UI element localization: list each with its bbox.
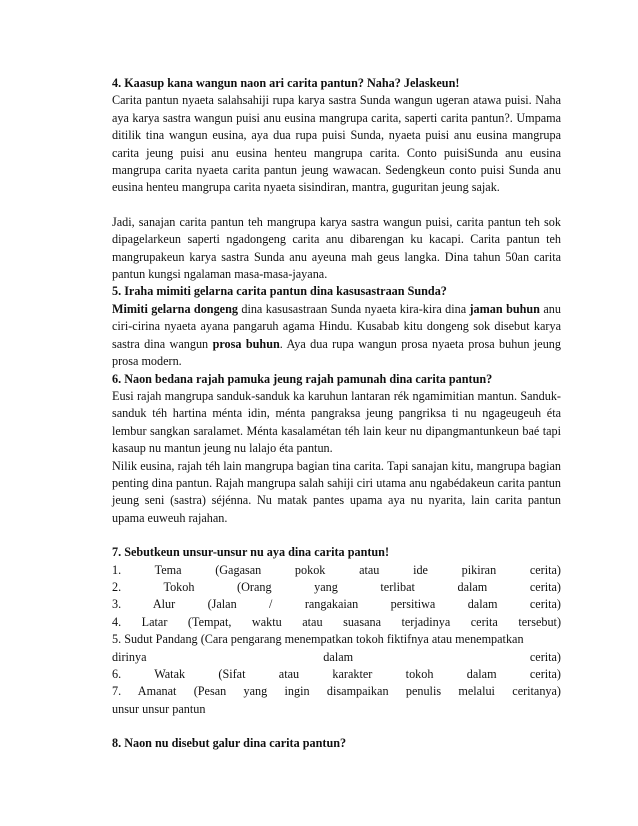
question-4-answer-paragraph-1: Carita pantun nyaeta salahsahiji rupa karya sastra Sunda wangun ugeran atawa puisi. Naha aya karya sastra wangun puisi anu eusina mangrupa carita, saperti carita pantun?. Umpama ditilik tina wangun eusina, aya dua rupa puisi Sunda, nyaeta puisi anu eusina mangrupa carita jeung puisi anu eusina henteu mangrupa carita. Conto puisiSunda anu eusina mangrupa carita nyaeta carita pantun jeung wawacan. Sedengkeun conto puisi Sunda anu eusina henteu mangrupa carita nyaeta sisindiran, mantra, guguritan jeung sajak. xyxy=(112,93,561,195)
answer-text: anu ciri-cirina nyaeta ayana pangaruh agama Hindu. Kusabab kitu dongeng sok disebut karya sastra dina wangun xyxy=(112,301,561,351)
question-5-answer xyxy=(112,301,561,371)
unsur-caption: unsur unsur pantun xyxy=(112,701,206,716)
paragraph-gap xyxy=(112,197,561,214)
unsur-item-5-continued: dirinya dalam cerita) xyxy=(112,649,561,664)
question-6-answer-paragraph-1: Eusi rajah mangrupa sanduk-sanduk ka karuhun lantaran rék ngamimitian mantun. Sanduk-sanduk téh hartina ménta idin, ménta pangraksa jeung pangriksa ti nu ngageugeuh éta lembur sangkan saralamet. Ménta kasalamétan téh lain keur nu dipangmantunkeun baé tapi kasaup nu mantun jeung nu lalajo éta pantun. xyxy=(112,388,561,456)
unsur-item-7: 7. Amanat (Pesan yang ingin disampaikan penulis melalui ceritanya) xyxy=(112,684,561,699)
answer-text: dina kasusastraan Sunda nyaeta kira-kira dina xyxy=(237,301,470,316)
document-page xyxy=(112,75,561,753)
unsur-item-1: 1. Tema (Gagasan pokok atau ide pikiran cerita) xyxy=(112,562,561,577)
unsur-item-5: 5. Sudut Pandang (Cara pengarang menempatkan tokoh fiktifnya atau menempatkan xyxy=(112,632,524,647)
question-4-answer-paragraph-2: Jadi, sanajan carita pantun teh mangrupa karya sastra wangun puisi, carita pantun teh sok dipagelarkeun saperti ngadongeng carita anu dibarengan ku kacapi. Carita pantun teh mangrupakeun karya sastra Sunda anu ayeuna mah geus langka. Dina tahun 50an carita pantun kungsi ngalaman masa-masa-jayana. xyxy=(112,214,561,282)
unsur-item-3: 3. Alur (Jalan / rangakaian persitiwa dalam cerita) xyxy=(112,597,561,612)
unsur-item-6: 6. Watak (Sifat atau karakter tokoh dalam cerita) xyxy=(112,667,561,681)
question-6-answer-paragraph-2: Nilik eusina, rajah téh lain mangrupa bagian tina carita. Tapi sanajan kitu, mangrupa bagian penting dina pantun. Rajah mangrupa salah sahiji ciri utama anu ngabédakeun carita pantun jeung seni (sastra) séjénna. Nu matak pantes upama aya nu nyarita, lain carita pantun upama euweuh rajahan. xyxy=(112,458,561,525)
emphasis-jaman-buhun: jaman buhun xyxy=(469,301,540,316)
answer-text: . Aya dua rupa wangun prosa nyaeta prosa buhun jeung prosa modern. xyxy=(112,336,561,369)
emphasis-prosa-buhun: prosa buhun xyxy=(212,336,280,351)
question-5-heading: 5. Iraha mimiti gelarna carita pantun dina kasusastraan Sunda? xyxy=(112,284,447,299)
unsur-item-4: 4. Latar (Tempat, waktu atau suasana terjadinya cerita tersebut) xyxy=(112,614,561,629)
paragraph-gap xyxy=(112,527,561,544)
question-8-heading: 8. Naon nu disebut galur dina carita pantun? xyxy=(112,736,347,751)
question-4-heading: 4. Kaasup kana wangun naon ari carita pantun? Naha? Jelaskeun! xyxy=(112,76,460,90)
emphasis-mimiti-gelarna-dongeng: Mimiti gelarna dongeng xyxy=(112,301,238,316)
unsur-item-2: 2. Tokoh (Orang yang terlibat dalam cerita) xyxy=(112,579,561,594)
question-7-heading: 7. Sebutkeun unsur-unsur nu aya dina carita pantun! xyxy=(112,545,390,560)
question-6-heading: 6. Naon bedana rajah pamuka jeung rajah pamunah dina carita pantun? xyxy=(112,371,493,386)
paragraph-gap xyxy=(112,718,561,735)
